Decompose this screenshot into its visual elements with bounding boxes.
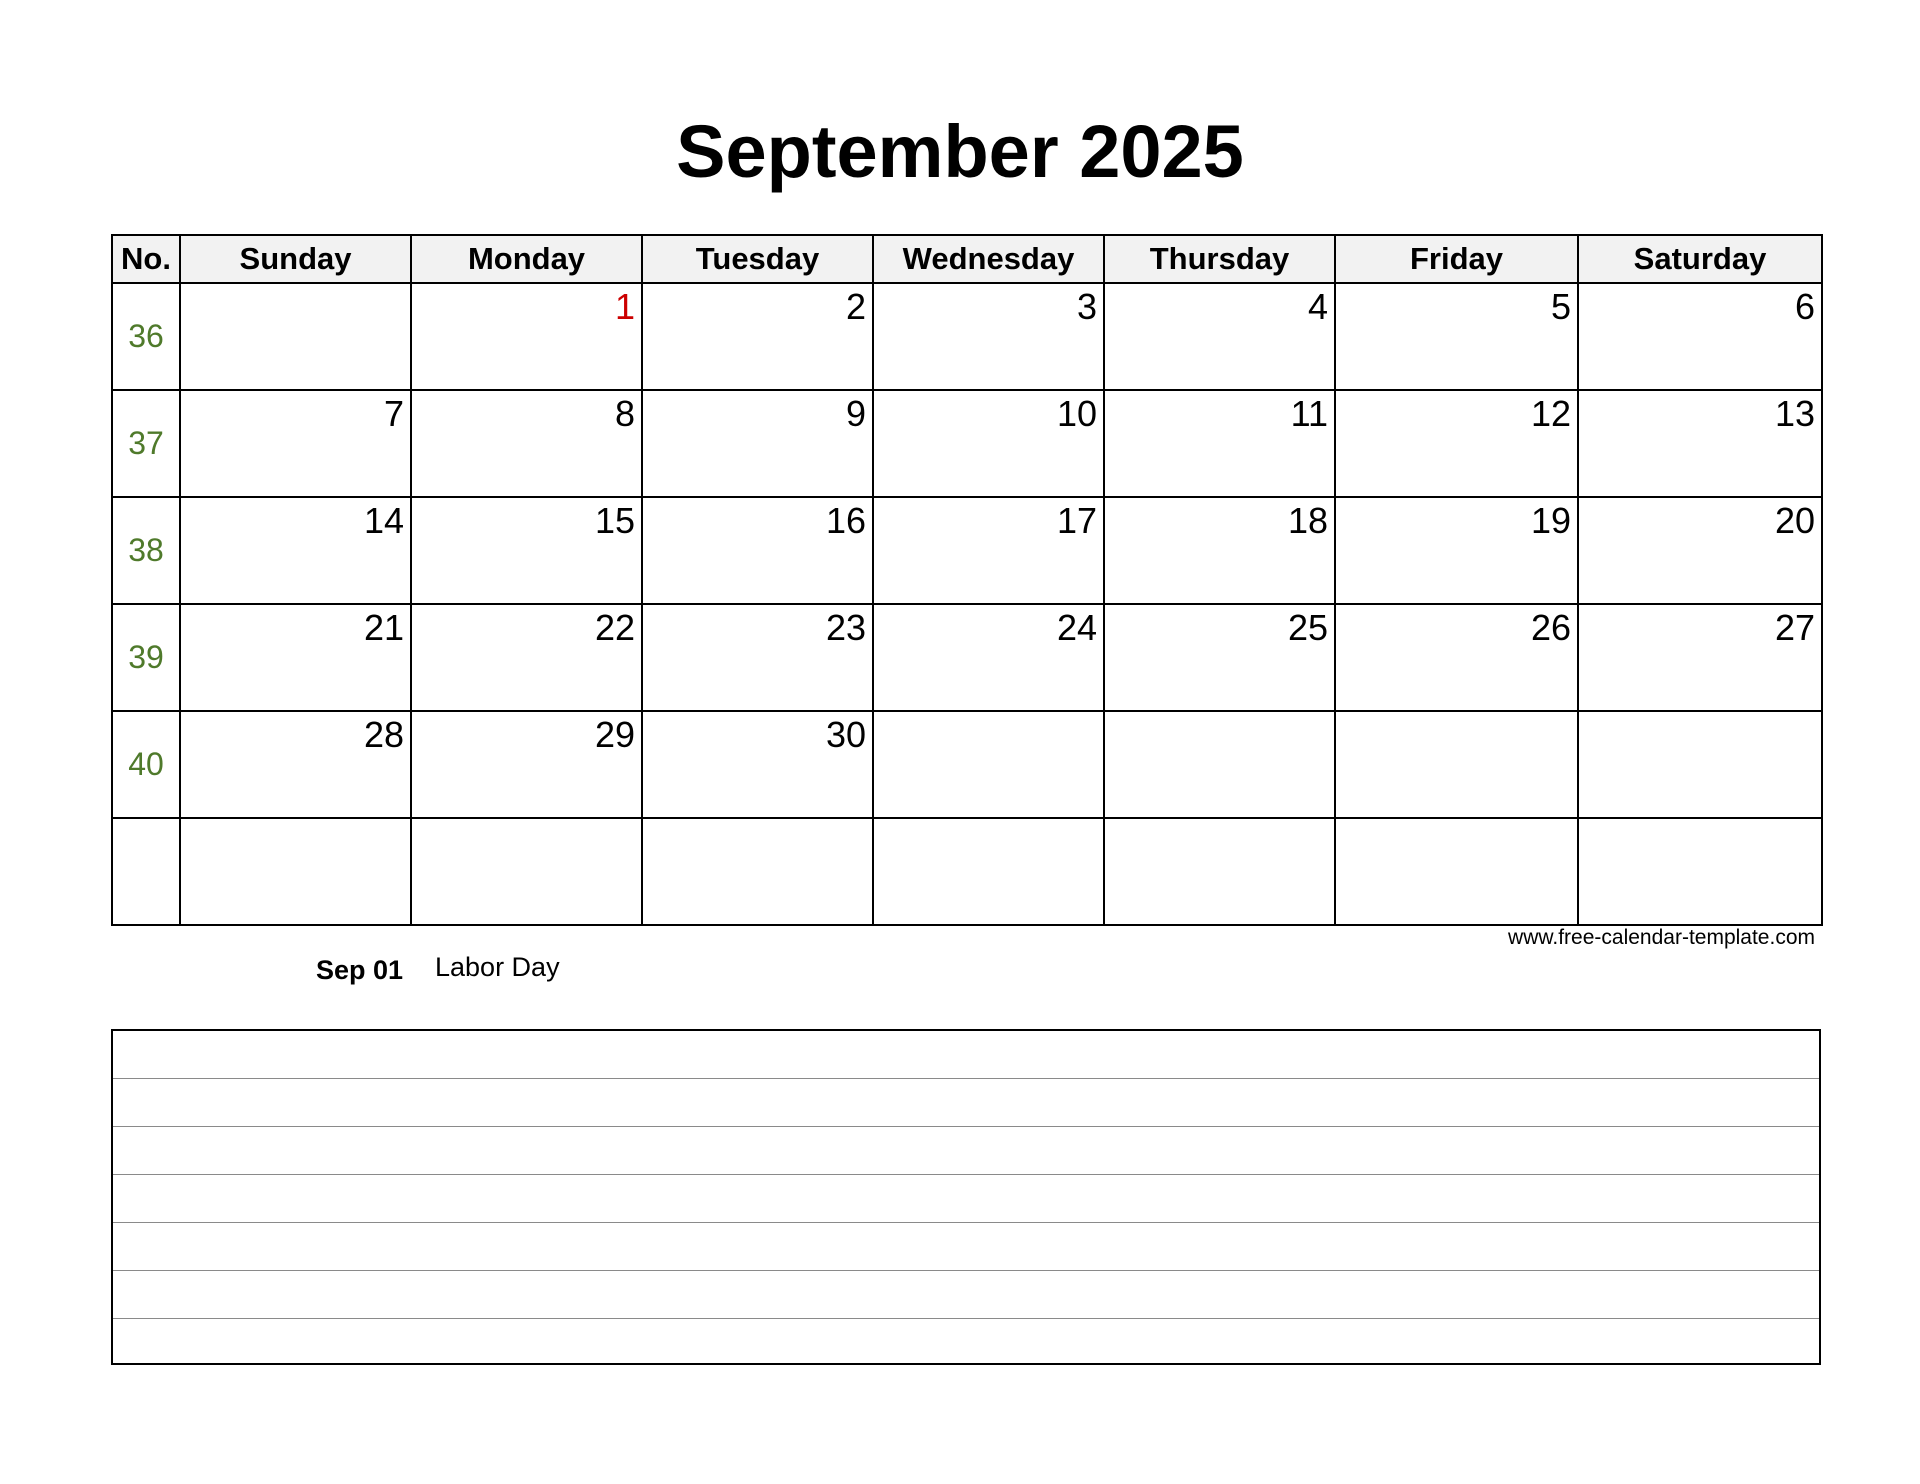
day-cell[interactable]: 23 xyxy=(642,604,873,711)
calendar-grid xyxy=(111,234,1823,926)
holiday-name: Labor Day xyxy=(435,952,560,982)
day-cell[interactable]: 27 xyxy=(1578,604,1822,711)
weekday-header-thursday: Thursday xyxy=(1104,235,1335,283)
note-line[interactable] xyxy=(113,1175,1819,1223)
day-cell[interactable]: 7 xyxy=(180,390,411,497)
week-number: 36 xyxy=(112,283,180,390)
weekday-header-wednesday: Wednesday xyxy=(873,235,1104,283)
weekday-header-saturday: Saturday xyxy=(1578,235,1822,283)
day-cell[interactable]: 14 xyxy=(180,497,411,604)
day-cell[interactable] xyxy=(1104,818,1335,925)
note-line[interactable] xyxy=(113,1127,1819,1175)
week-number: 39 xyxy=(112,604,180,711)
day-cell[interactable]: 12 xyxy=(1335,390,1578,497)
day-cell[interactable]: 17 xyxy=(873,497,1104,604)
holiday-list xyxy=(316,952,560,986)
day-cell[interactable] xyxy=(180,818,411,925)
note-line[interactable] xyxy=(113,1079,1819,1127)
day-cell[interactable]: 8 xyxy=(411,390,642,497)
day-cell[interactable] xyxy=(873,818,1104,925)
weekday-header-monday: Monday xyxy=(411,235,642,283)
calendar-title: September 2025 xyxy=(676,110,1244,193)
week-number: 37 xyxy=(112,390,180,497)
day-cell[interactable] xyxy=(1104,711,1335,818)
day-cell[interactable] xyxy=(411,818,642,925)
day-cell[interactable] xyxy=(1578,818,1822,925)
day-cell[interactable]: 5 xyxy=(1335,283,1578,390)
weekday-header-sunday: Sunday xyxy=(180,235,411,283)
day-cell[interactable] xyxy=(642,818,873,925)
week-number: 38 xyxy=(112,497,180,604)
day-cell[interactable]: 2 xyxy=(642,283,873,390)
day-cell[interactable]: 11 xyxy=(1104,390,1335,497)
day-cell[interactable]: 20 xyxy=(1578,497,1822,604)
day-cell[interactable]: 9 xyxy=(642,390,873,497)
weekday-header-friday: Friday xyxy=(1335,235,1578,283)
day-cell[interactable]: 24 xyxy=(873,604,1104,711)
week-row xyxy=(112,604,1822,711)
note-line[interactable] xyxy=(113,1271,1819,1319)
day-cell[interactable]: 13 xyxy=(1578,390,1822,497)
day-cell[interactable]: 15 xyxy=(411,497,642,604)
day-cell[interactable]: 10 xyxy=(873,390,1104,497)
website-credit: www.free-calendar-template.com xyxy=(1508,926,1815,949)
day-cell[interactable]: 21 xyxy=(180,604,411,711)
day-cell[interactable]: 28 xyxy=(180,711,411,818)
notes-box[interactable] xyxy=(111,1029,1821,1365)
day-cell[interactable] xyxy=(1578,711,1822,818)
day-cell[interactable]: 16 xyxy=(642,497,873,604)
week-number: 40 xyxy=(112,711,180,818)
week-row xyxy=(112,818,1822,925)
day-cell[interactable]: 6 xyxy=(1578,283,1822,390)
day-cell[interactable]: 26 xyxy=(1335,604,1578,711)
day-cell[interactable]: 18 xyxy=(1104,497,1335,604)
weekday-header-tuesday: Tuesday xyxy=(642,235,873,283)
day-cell[interactable]: 25 xyxy=(1104,604,1335,711)
holiday-date: Sep 01 xyxy=(316,955,404,985)
week-row xyxy=(112,283,1822,390)
day-cell[interactable]: 3 xyxy=(873,283,1104,390)
day-cell[interactable]: 4 xyxy=(1104,283,1335,390)
note-line[interactable] xyxy=(113,1223,1819,1271)
week-row xyxy=(112,390,1822,497)
week-number-header: No. xyxy=(112,235,180,283)
week-number xyxy=(112,818,180,925)
week-row xyxy=(112,497,1822,604)
weekday-header-row xyxy=(112,235,1822,283)
day-cell[interactable]: 19 xyxy=(1335,497,1578,604)
day-cell[interactable]: 1 xyxy=(411,283,642,390)
day-cell[interactable]: 29 xyxy=(411,711,642,818)
note-line[interactable] xyxy=(113,1319,1819,1366)
day-cell[interactable] xyxy=(1335,711,1578,818)
day-cell[interactable] xyxy=(1335,818,1578,925)
week-row xyxy=(112,711,1822,818)
day-cell[interactable]: 22 xyxy=(411,604,642,711)
day-cell[interactable] xyxy=(873,711,1104,818)
day-cell[interactable] xyxy=(180,283,411,390)
day-cell[interactable]: 30 xyxy=(642,711,873,818)
note-line[interactable] xyxy=(113,1031,1819,1079)
holiday-item xyxy=(316,952,560,986)
